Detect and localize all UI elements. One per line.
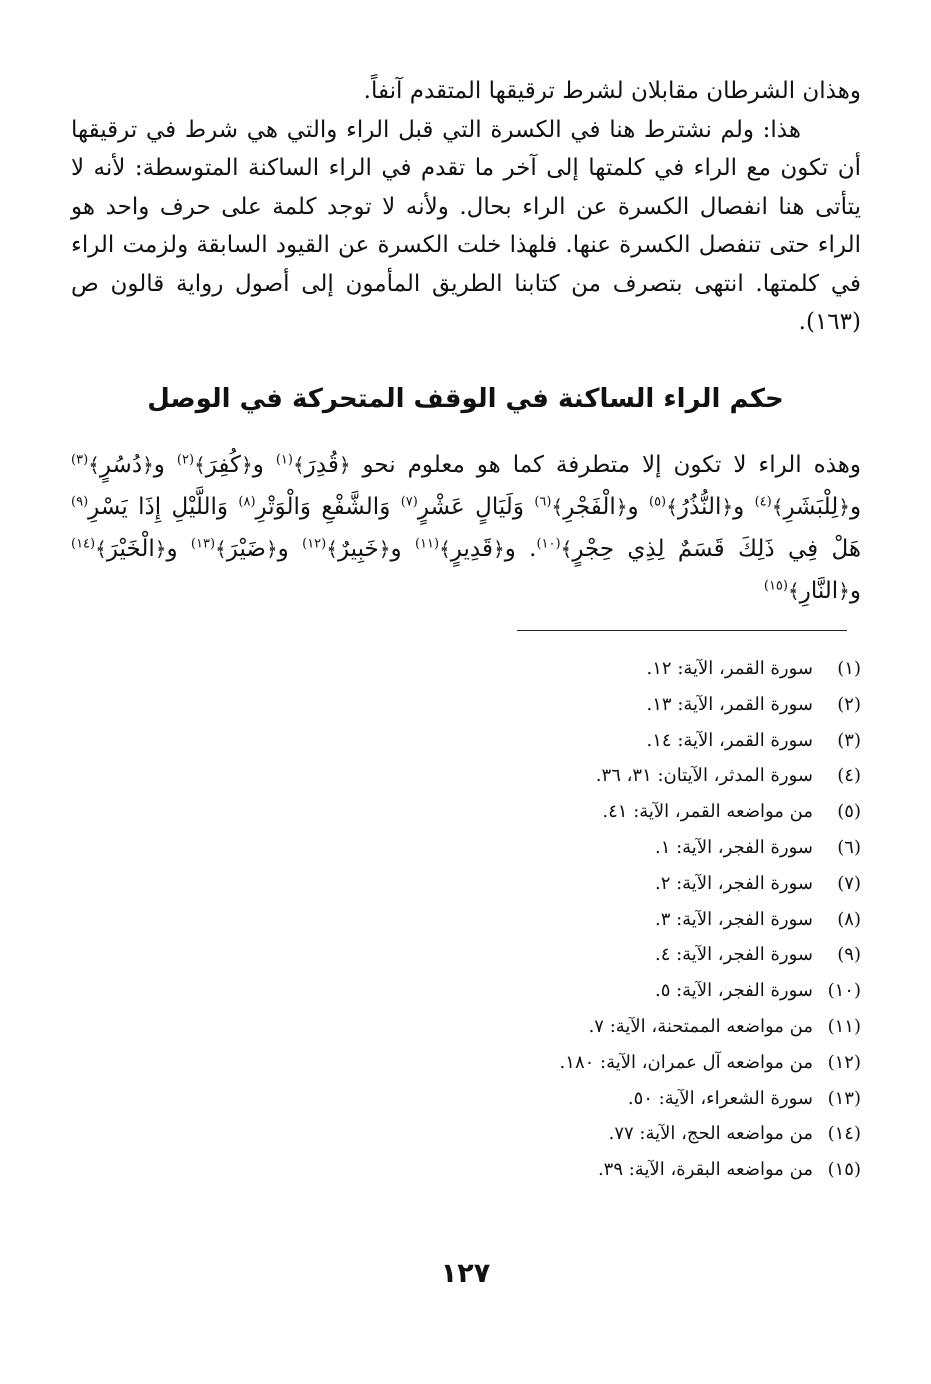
quran-word: وَاللَّيْلِ إِذَا يَسْرِ$^{(٩)}$ (71, 494, 229, 520)
quran-word: و﴿دُسُرٍ﴾$^{(٣)}$ (71, 452, 165, 478)
footnote: (١٥)من مواضعه البقرة، الآية: ٣٩. (597, 1159, 861, 1181)
quran-word: و﴿النَّارِ﴾$^{(١٥)}$ (763, 578, 861, 604)
footnote: (٥)من مواضعه القمر، الآية: ٤١. (602, 801, 861, 823)
footnote: (١)سورة القمر، الآية: ١٢. (646, 658, 861, 679)
footnote: (٨)سورة الفجر، الآية: ٣. (654, 908, 861, 930)
page-number: ١٢٧ (440, 1258, 491, 1289)
quran-word: ﴿قُدِرَ﴾$^{(١)}$ (275, 452, 351, 478)
footnote-ref: (٢) (176, 452, 195, 468)
footnote-ref: (١٤) (71, 536, 96, 552)
body-text (71, 72, 861, 342)
footnote: (١١)من مواضعه الممتحنة، الآية: ٧. (588, 1015, 861, 1037)
footnote: (٩)سورة الفجر، الآية: ٤. (654, 944, 861, 966)
footnotes-list (141, 654, 861, 1191)
footnote-ref: (١٢) (302, 536, 327, 552)
footnote-ref: (٣) (71, 452, 89, 468)
footnote: (٤)سورة المدثر، الآيتان: ٣١، ٣٦. (595, 765, 861, 787)
verses-intro: وهذه الراء لا تكون إلا متطرفة كما هو معلوم نحو (362, 452, 862, 478)
footnote: (١٤)من مواضعه الحج، الآية: ٧٧. (608, 1123, 861, 1145)
quran-word: و﴿قَدِيرٍ﴾$^{(١١)}$ (414, 536, 516, 562)
footnote-ref: (١٥) (763, 578, 788, 594)
footnote-ref: (١٠) (536, 536, 561, 552)
footnote: (١٢)من مواضعه آل عمران، الآية: ١٨٠. (559, 1051, 861, 1073)
footnote-ref: (١١) (414, 536, 440, 552)
quran-word: و﴿ضَيْرَ﴾$^{(١٣)}$ (190, 536, 289, 562)
quran-word: و﴿خَبِيرٌ﴾$^{(١٢)}$ (302, 536, 402, 562)
section-heading: حكم الراء الساكنة في الوقف المتحركة في الوصل (147, 384, 784, 414)
footnote: (٧)سورة الفجر، الآية: ٢. (654, 872, 861, 894)
quran-word: و﴿الْخَيْرَ﴾$^{(١٤)}$ (71, 536, 178, 562)
footnote: (٣)سورة القمر، الآية: ١٤. (646, 729, 861, 751)
paragraph: هذا: ولم نشترط هنا في الكسرة التي قبل الراء والتي هي شرط في ترقيقها أن تكون مع الراء في كلمتها إلى آخر ما تقدم في الراء الساكنة المتوسطة: لأنه لا يتأتى هنا انفصال الكسرة عن الراء بحال. ولأنه لا توجد كلمة على حرف واحد هو الراء حتى تنفصل الكسرة عنها. فلهذا خلت الكسرة عن القيود السابقة ولزمت الراء في كلمتها. انتهى بتصرف من كتابنا الطريق المأمون إلى أصول رواية قالون ص (١٦٣). (71, 116, 861, 335)
footnote: (١٣)سورة الشعراء، الآية: ٥٠. (627, 1087, 861, 1109)
footnote-ref: (٥) (648, 494, 667, 510)
quran-word: و﴿لِلْبَشَرِ﴾$^{(٤)}$ (754, 494, 862, 520)
footnote-ref: (٦) (534, 494, 552, 510)
paragraph: وهذان الشرطان مقابلان لشرط ترقيقها المتقدم آنفاً. (363, 78, 861, 104)
quran-word: وَلَيَالٍ عَشْرٍ$^{(٧)}$ (400, 494, 524, 520)
footnote-separator (517, 630, 847, 631)
footnote-ref: (١٣) (190, 536, 216, 552)
footnote-ref: (٩) (71, 494, 89, 510)
footnote: (٢)سورة القمر، الآية: ١٣. (646, 693, 861, 715)
footnote-ref: (٤) (754, 494, 772, 510)
quran-word: و﴿النُّذُرُ﴾$^{(٥)}$ (648, 494, 745, 520)
quran-word: و﴿الْفَجْرِ﴾$^{(٦)}$ (534, 494, 639, 520)
footnote-ref: (٨) (238, 494, 256, 510)
footnote-ref: (١) (275, 452, 293, 468)
quran-word: وَالشَّفْعِ وَالْوَتْرِ$^{(٨)}$ (238, 494, 391, 520)
footnote: (١٠)سورة الفجر، الآية: ٥. (654, 980, 861, 1002)
verse-examples (71, 444, 861, 612)
footnote-ref: (٧) (400, 494, 418, 510)
footnote: (٦)سورة الفجر، الآية: ١. (654, 836, 861, 858)
quran-word: و﴿كُفِرَ﴾$^{(٢)}$ (176, 452, 264, 478)
quran-word: هَلْ فِي ذَلِكَ قَسَمٌ لِذِي حِجْرٍ﴾$^{(١٠)}$. (529, 536, 862, 562)
